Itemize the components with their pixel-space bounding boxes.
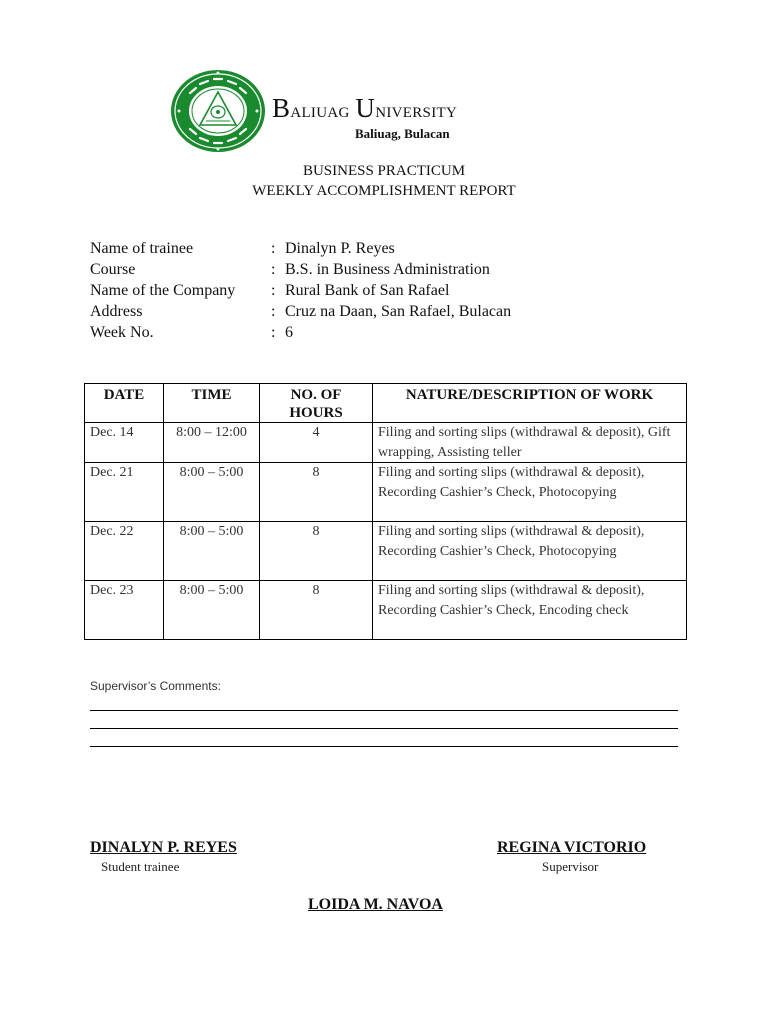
info-value-week: 6 bbox=[285, 324, 293, 341]
university-seal-logo bbox=[170, 69, 266, 153]
cell-description: Filing and sorting slips (withdrawal & deposit), Recording Cashier’s Check, Photocopying bbox=[373, 463, 687, 522]
report-title-line2: WEEKLY ACCOMPLISHMENT REPORT bbox=[252, 183, 516, 199]
approver-signature-name: LOIDA M. NAVOA bbox=[308, 896, 443, 913]
info-label-week: Week No. bbox=[90, 324, 154, 341]
info-label-course: Course bbox=[90, 261, 136, 278]
table-row bbox=[85, 463, 687, 522]
supervisor-comments-label: Supervisor’s Comments: bbox=[90, 679, 221, 693]
table-row bbox=[85, 423, 687, 463]
info-colon: : bbox=[271, 261, 276, 278]
supervisor-signature-name: REGINA VICTORIO bbox=[497, 839, 647, 856]
report-title-line1: BUSINESS PRACTICUM bbox=[302, 163, 466, 179]
info-label-address: Address bbox=[90, 303, 143, 320]
cell-date: Dec. 22 bbox=[85, 522, 164, 581]
info-value-address: Cruz na Daan, San Rafael, Bulacan bbox=[285, 303, 512, 320]
info-value-company: Rural Bank of San Rafael bbox=[285, 282, 450, 299]
info-value-trainee: Dinalyn P. Reyes bbox=[285, 240, 395, 257]
comment-line bbox=[90, 746, 678, 747]
cell-description: Filing and sorting slips (withdrawal & deposit), Gift wrapping, Assisting teller bbox=[373, 423, 687, 463]
cell-hours: 4 bbox=[260, 423, 373, 463]
accomplishment-table bbox=[84, 383, 687, 640]
cell-date: Dec. 23 bbox=[85, 581, 164, 640]
header-date: DATE bbox=[85, 384, 164, 423]
info-label-company: Name of the Company bbox=[90, 282, 236, 299]
comment-line bbox=[90, 728, 678, 729]
cell-hours: 8 bbox=[260, 463, 373, 522]
cell-time: 8:00 – 5:00 bbox=[164, 522, 260, 581]
comment-line bbox=[90, 710, 678, 711]
cell-hours: 8 bbox=[260, 581, 373, 640]
cell-description: Filing and sorting slips (withdrawal & deposit), Recording Cashier’s Check, Photocopying bbox=[373, 522, 687, 581]
cell-date: Dec. 21 bbox=[85, 463, 164, 522]
university-name: Baliuag University bbox=[272, 93, 458, 123]
table-header-row bbox=[85, 384, 687, 423]
cell-hours: 8 bbox=[260, 522, 373, 581]
info-label-trainee: Name of trainee bbox=[90, 240, 194, 257]
cell-time: 8:00 – 5:00 bbox=[164, 463, 260, 522]
table-row bbox=[85, 522, 687, 581]
cell-time: 8:00 – 12:00 bbox=[164, 423, 260, 463]
cell-description: Filing and sorting slips (withdrawal & deposit), Recording Cashier’s Check, Encoding check bbox=[373, 581, 687, 640]
info-colon: : bbox=[271, 303, 276, 320]
info-value-course: B.S. in Business Administration bbox=[285, 261, 490, 278]
trainee-signature-role: Student trainee bbox=[101, 859, 180, 874]
info-colon: : bbox=[271, 324, 276, 341]
header-time: TIME bbox=[164, 384, 260, 423]
cell-date: Dec. 14 bbox=[85, 423, 164, 463]
header-description: NATURE/DESCRIPTION OF WORK bbox=[373, 384, 687, 423]
table-row bbox=[85, 581, 687, 640]
info-colon: : bbox=[271, 240, 276, 257]
supervisor-signature-role: Supervisor bbox=[542, 859, 599, 874]
cell-time: 8:00 – 5:00 bbox=[164, 581, 260, 640]
info-colon: : bbox=[271, 282, 276, 299]
header-hours: NO. OF HOURS bbox=[260, 384, 373, 423]
trainee-signature-name: DINALYN P. REYES bbox=[90, 839, 237, 856]
university-location: Baliuag, Bulacan bbox=[355, 126, 450, 141]
